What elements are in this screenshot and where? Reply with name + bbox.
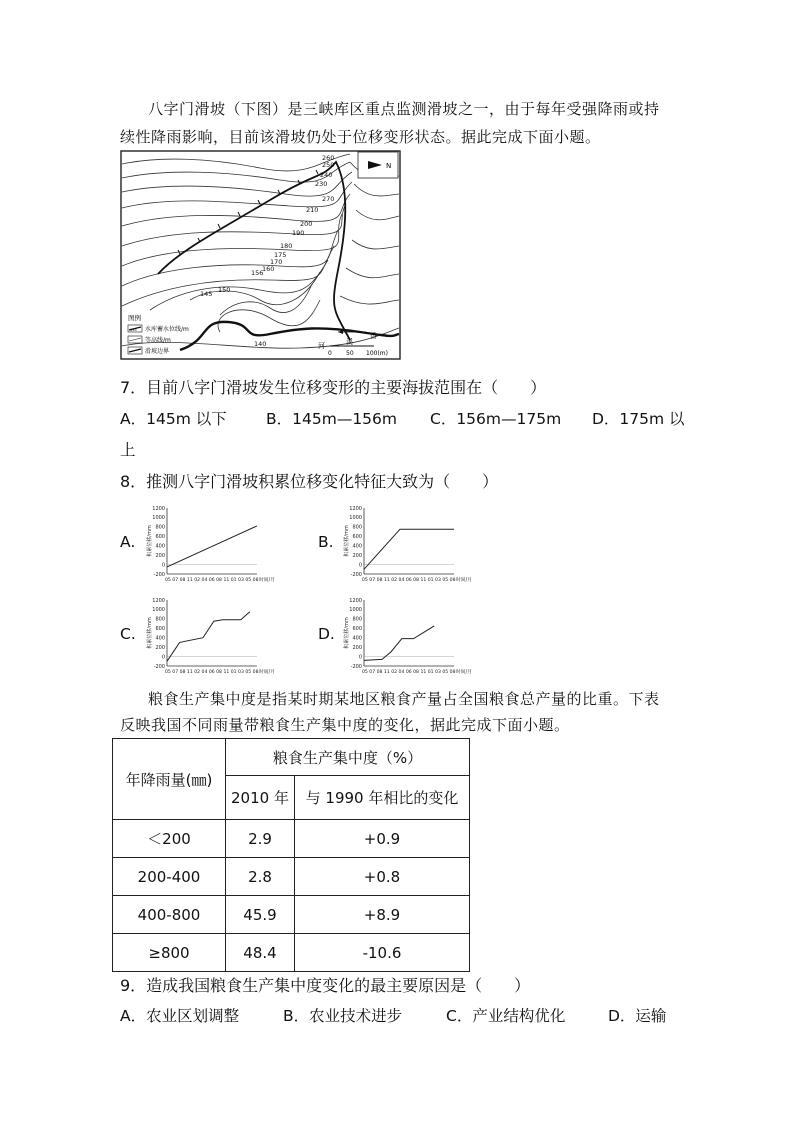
q7-option-c[interactable]: C．156m—175m (430, 410, 562, 428)
contour-label: 140 (254, 340, 267, 348)
chart-c (145, 592, 285, 676)
y-tick-label: 0 (161, 654, 165, 661)
contour-label: 250 (322, 161, 335, 169)
contour-label: 180 (280, 242, 293, 250)
table-cell: 400-800 (113, 896, 226, 934)
y-tick-label: 800 (155, 524, 165, 531)
y-tick-label: 400 (155, 543, 165, 550)
series-line (167, 612, 250, 662)
y-tick-label: -200 (350, 663, 362, 670)
intro2-line-1: 粮食生产集中度是指某时期某地区粮食产量占全国粮食总产量的比重。下表 (148, 690, 660, 708)
y-tick-label: 0 (161, 562, 165, 569)
intro2-line-2: 反映我国不同雨量带粮食生产集中度的变化，据此完成下面小题。 (120, 716, 570, 734)
scale-tick: 50 (346, 350, 354, 357)
y-tick-label: 1000 (152, 607, 165, 614)
y-tick-label: -200 (153, 571, 165, 578)
y-tick-label: 400 (352, 543, 362, 550)
y-tick-label: 1200 (349, 505, 362, 512)
q7-option-b[interactable]: B．145m—156m (266, 410, 398, 428)
legend-item: 等高线/m (145, 337, 171, 344)
intro-line-2: 续性降雨影响，目前该滑坡仍处于位移变形状态。据此完成下面小题。 (120, 128, 601, 146)
table-cell: 48.4 (226, 934, 295, 972)
y-tick-label: 800 (155, 616, 165, 623)
table-cell: 2.8 (226, 858, 295, 896)
x-axis-label: 时间/月 (456, 578, 473, 583)
table-cell: ≥800 (113, 934, 226, 972)
contour-label: 210 (306, 206, 319, 214)
table-cell: 45.9 (226, 896, 295, 934)
y-tick-label: 1000 (152, 515, 165, 522)
contour-label: 270 (322, 195, 335, 203)
header-change: 与 1990 年相比的变化 (295, 776, 470, 820)
y-tick-label: 1200 (152, 597, 165, 604)
y-tick-label: 0 (358, 562, 362, 569)
rainfall-table (112, 738, 470, 972)
legend-title: 图例 (128, 314, 141, 322)
y-tick-label: -200 (153, 663, 165, 670)
y-axis-label: 积累位移/mm (344, 617, 350, 649)
table-cell: -10.6 (295, 934, 470, 972)
y-tick-label: 200 (155, 644, 165, 651)
intro-line-1: 八字门滑坡（下图）是三峡库区重点监测滑坡之一，由于每年受强降雨或持 (148, 100, 660, 118)
q9-stem: 9．造成我国粮食生产集中度变化的最主要原因是（ ） (120, 976, 531, 995)
q8-option-a[interactable]: A. (120, 533, 136, 551)
y-axis-label: 积累位移/mm (147, 525, 153, 557)
river-label: 溪 (346, 338, 353, 346)
contour-label: 240 (320, 171, 333, 179)
scale-tick: 100(m) (366, 350, 388, 357)
q9-option-d[interactable]: D．运输 (608, 1007, 667, 1025)
contour-label: 145 (200, 290, 213, 298)
x-tick-labels: 05 07 08 11 02 04 06 08 11 01 03 05 08 (165, 578, 259, 583)
y-tick-label: 1000 (349, 515, 362, 522)
header-concentration: 粮食生产集中度（%） (226, 739, 470, 776)
x-tick-labels: 05 07 08 11 02 04 06 08 11 01 03 05 08 (165, 670, 259, 675)
q7-option-d-cont: 上 (120, 441, 136, 459)
contour-label: 150 (218, 286, 231, 294)
y-tick-label: -200 (350, 571, 362, 578)
chart-a (145, 500, 285, 584)
table-cell: +0.8 (295, 858, 470, 896)
river-label: 香 (370, 332, 377, 340)
y-tick-label: 600 (155, 534, 165, 541)
table-cell: 2.9 (226, 820, 295, 858)
contour-label: 160 (262, 265, 275, 273)
north-label: N (386, 162, 392, 170)
series-line (364, 529, 454, 569)
contour-label: 260 (322, 154, 335, 162)
contour-label: 175 (274, 251, 287, 259)
chart-b (342, 500, 482, 584)
y-tick-label: 800 (352, 616, 362, 623)
x-axis-label: 时间/月 (259, 670, 276, 675)
x-axis-label: 时间/月 (456, 670, 473, 675)
y-axis-label: 积累位移/mm (147, 617, 153, 649)
y-tick-label: 600 (352, 534, 362, 541)
header-2010: 2010 年 (226, 776, 295, 820)
q8-option-c[interactable]: C. (120, 625, 136, 643)
series-line (167, 526, 257, 567)
legend-item: 水库蓄水位线/m (145, 326, 189, 333)
y-tick-label: 600 (155, 626, 165, 633)
y-tick-label: 600 (352, 626, 362, 633)
table-cell: +0.9 (295, 820, 470, 858)
q9-option-a[interactable]: A．农业区划调整 (120, 1007, 240, 1025)
scale-tick: 0 (328, 350, 332, 357)
q7-option-a[interactable]: A．145m 以下 (120, 410, 227, 428)
y-tick-label: 800 (352, 524, 362, 531)
y-tick-label: 400 (352, 635, 362, 642)
contour-label: 170 (270, 258, 283, 266)
header-rainfall: 年降雨量(㎜) (113, 739, 226, 820)
y-tick-label: 1000 (349, 607, 362, 614)
contour-label: 230 (315, 180, 328, 188)
q7-stem: 7．目前八字门滑坡发生位移变形的主要海拔范围在（ ） (120, 378, 547, 397)
y-tick-label: 1200 (152, 505, 165, 512)
legend-item: 滑坡边界 (145, 348, 170, 355)
y-tick-label: 200 (352, 644, 362, 651)
q9-option-c[interactable]: C．产业结构优化 (446, 1007, 566, 1025)
table-cell: +8.9 (295, 896, 470, 934)
y-tick-label: 400 (155, 635, 165, 642)
contour-label: 156 (251, 269, 264, 277)
q8-option-d[interactable]: D. (318, 625, 335, 643)
contour-label: 190 (292, 229, 305, 237)
q8-option-b[interactable]: B. (318, 533, 334, 551)
series-line (364, 626, 434, 660)
q8-stem: 8．推测八字门滑坡积累位移变化特征大致为（ ） (120, 472, 499, 491)
q9-option-b[interactable]: B．农业技术进步 (283, 1007, 403, 1025)
contour-label: 200 (300, 220, 313, 228)
y-tick-label: 200 (352, 552, 362, 559)
y-tick-label: 200 (155, 552, 165, 559)
chart-d (342, 592, 482, 676)
river-label: 河 (318, 342, 325, 350)
y-axis-label: 积累位移/mm (344, 525, 350, 557)
q7-option-d[interactable]: D．175m 以 (592, 410, 685, 428)
y-tick-label: 1200 (349, 597, 362, 604)
table-cell: ＜200 (113, 820, 226, 858)
landslide-map (120, 150, 402, 362)
x-axis-label: 时间/月 (259, 578, 276, 583)
legend-water-level: 135 (130, 328, 137, 332)
x-tick-labels: 05 07 08 11 02 04 06 08 11 01 03 05 08 (362, 670, 456, 675)
y-tick-label: 0 (358, 654, 362, 661)
table-cell: 200-400 (113, 858, 226, 896)
x-tick-labels: 05 07 08 11 02 04 06 08 11 01 03 05 08 (362, 578, 456, 583)
